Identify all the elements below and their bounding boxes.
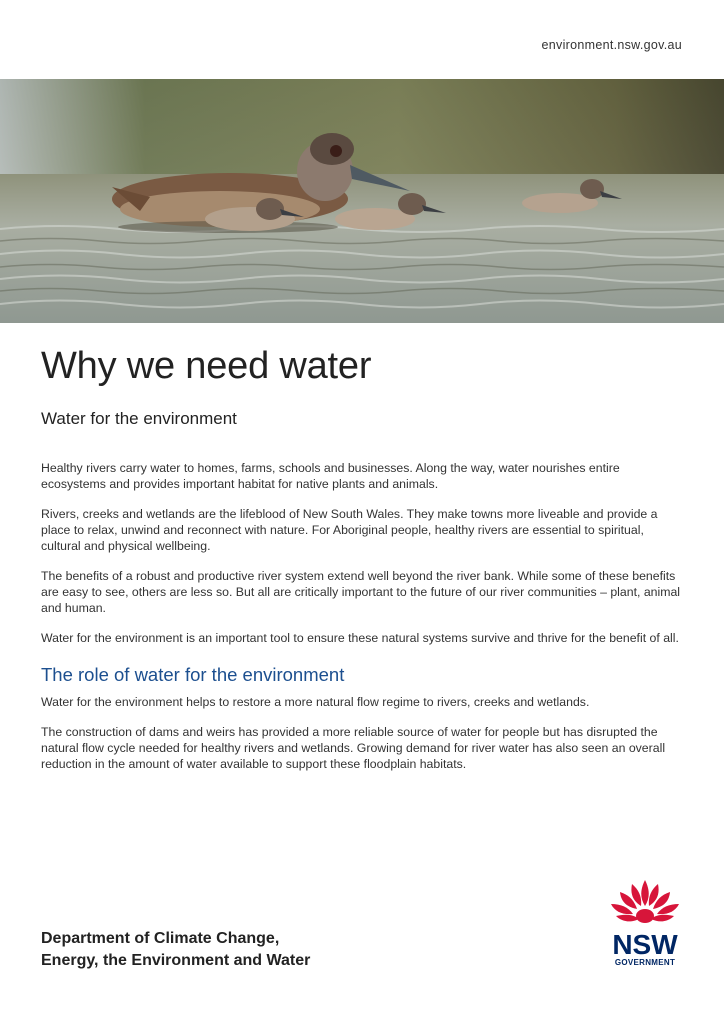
page-title: Why we need water <box>41 345 372 387</box>
intro-paragraph: Rivers, creeks and wetlands are the lifeblood of New South Wales. They make towns more liveable and provide a place to relax, unwind and reconnect with nature. For Aboriginal people, healthy rivers are essential to spiritual, cultural and physical wellbeing. <box>41 507 658 553</box>
intro-paragraph: Healthy rivers carry water to homes, farms, schools and businesses. Along the way, water nourishes entire ecosystems and provides important habitat for native plants and animals. <box>41 461 620 491</box>
section-heading: The role of water for the environment <box>41 664 345 685</box>
section-paragraph: The construction of dams and weirs has provided a more reliable source of water for people but has disrupted the natural flow cycle needed for healthy rivers and wetlands. Growing demand for river water has also seen an overall reduction in the amount of water available to support these floodplain habitats. <box>41 725 666 771</box>
nsw-government-logo <box>602 876 688 968</box>
intro-paragraph: The benefits of a robust and productive river system extend well beyond the river bank. While some of these benefits are easy to see, others are less so. But all are critically important to the future of our river communities – plant, animal and human. <box>41 569 681 615</box>
page-subtitle: Water for the environment <box>41 409 237 428</box>
body-content <box>41 460 686 786</box>
department-line-2: Energy, the Environment and Water <box>41 952 311 969</box>
nsw-logo-subtext: GOVERNMENT <box>614 958 676 967</box>
waratah-icon <box>611 880 679 923</box>
section-paragraph: Water for the environment helps to restore a more natural flow regime to rivers, creeks and wetlands. <box>41 695 590 709</box>
department-line-1: Department of Climate Change, <box>41 930 280 947</box>
department-name <box>41 928 310 972</box>
intro-paragraph: Water for the environment is an important tool to ensure these natural systems survive and thrive for the benefit of all. <box>41 631 679 645</box>
hero-image <box>0 79 724 323</box>
site-url[interactable]: environment.nsw.gov.au <box>541 38 682 52</box>
nsw-logo-text: NSW <box>612 929 678 960</box>
